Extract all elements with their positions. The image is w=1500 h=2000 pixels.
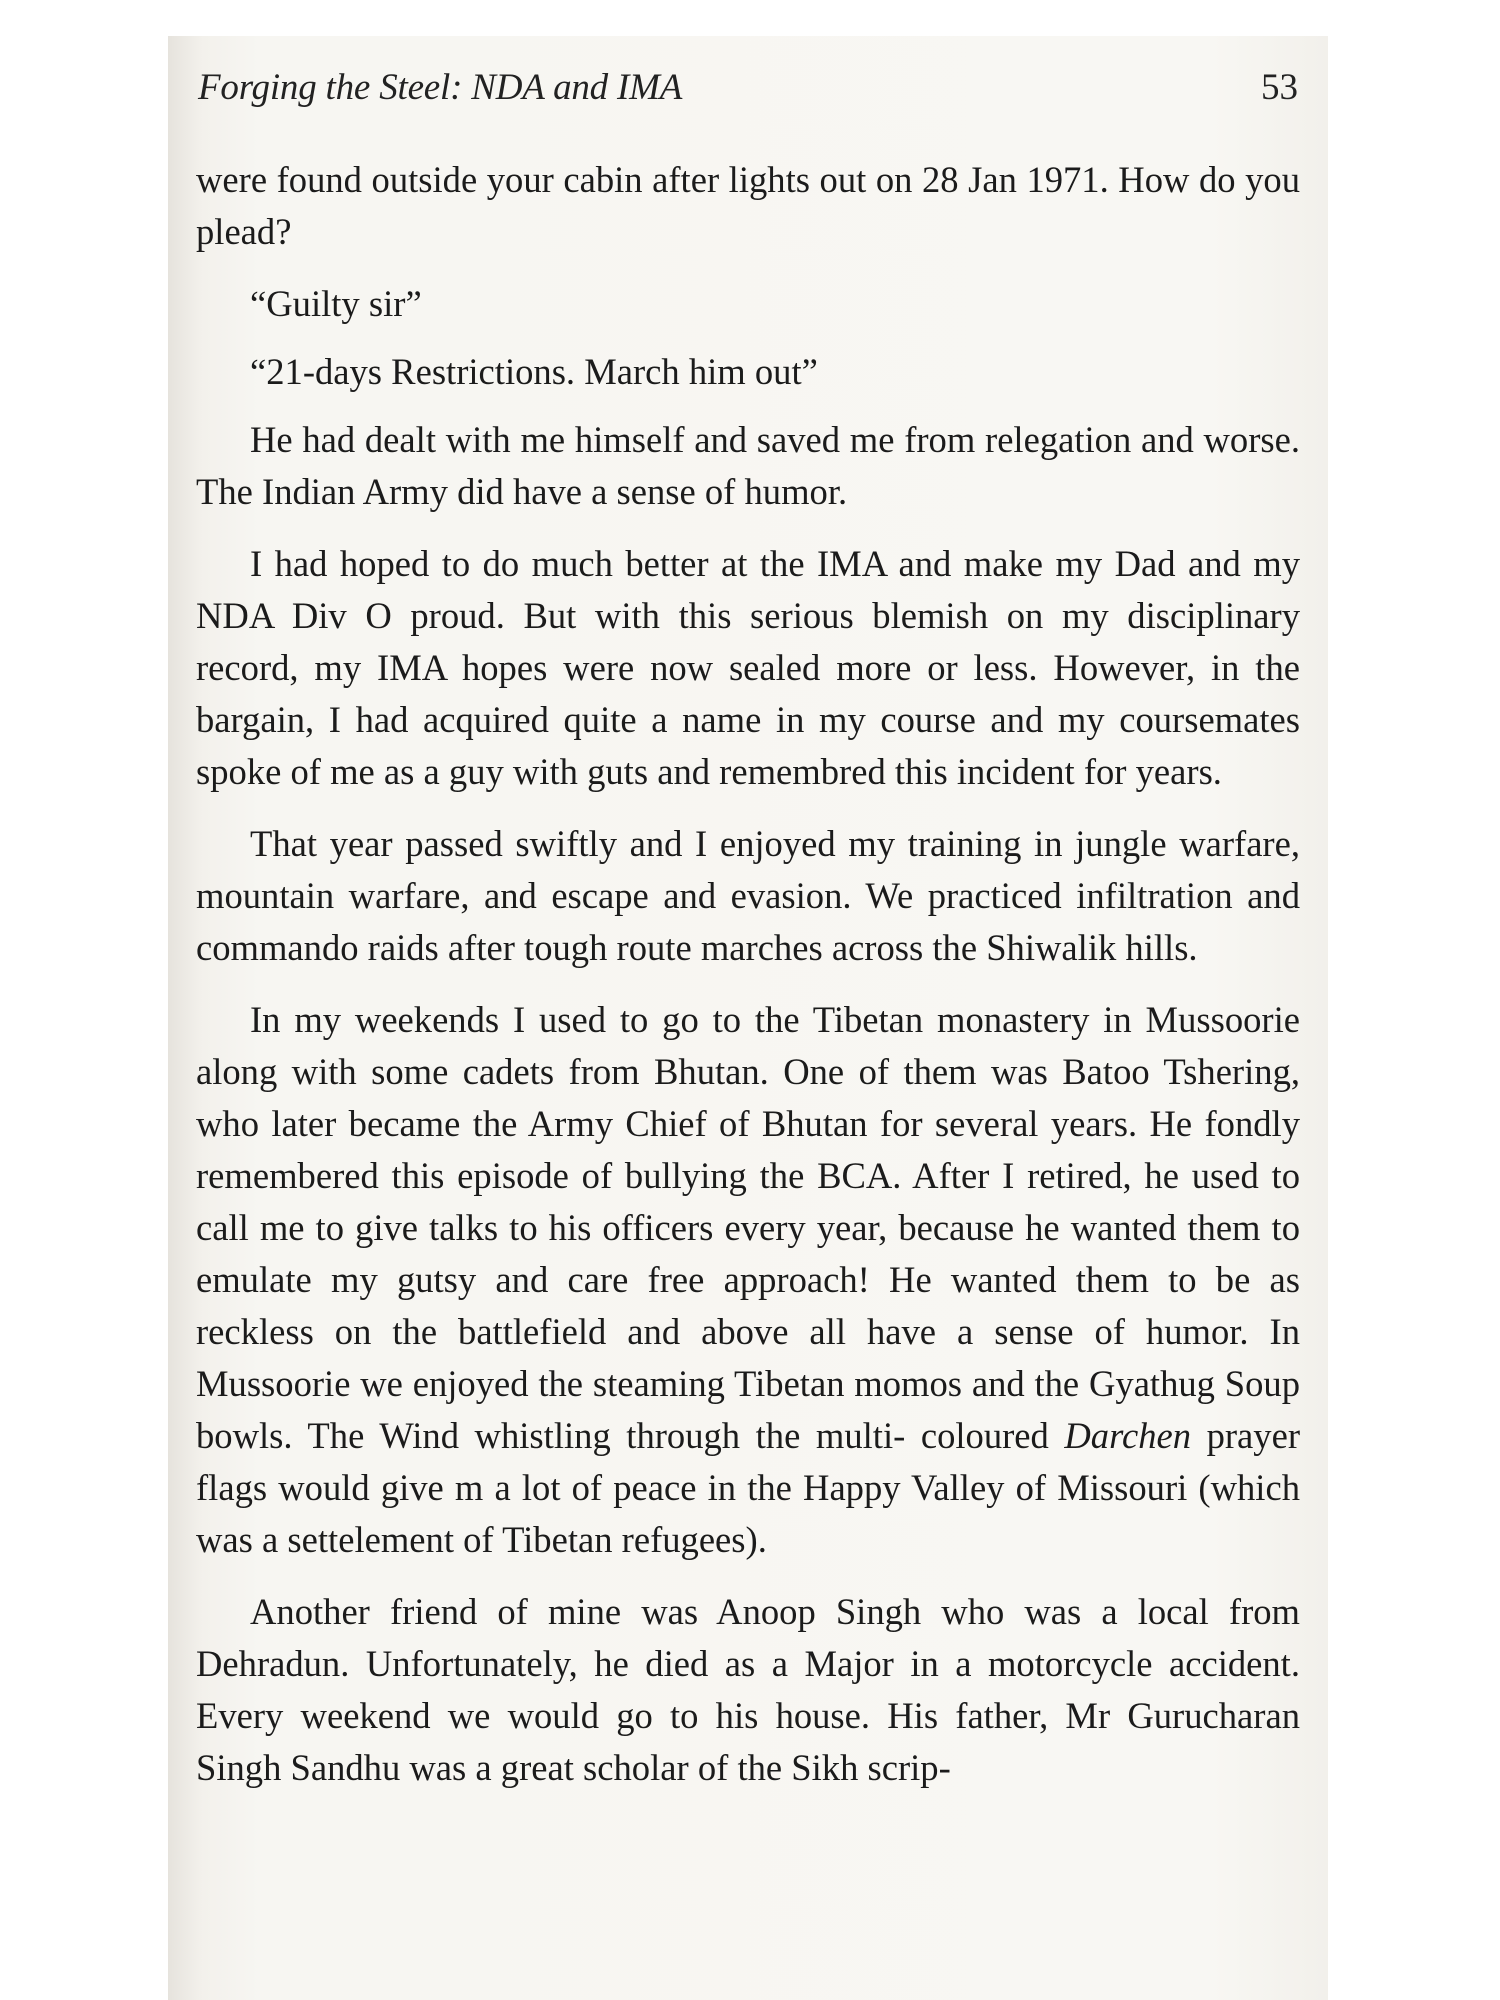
paragraph-mussoorie (196, 994, 1300, 1566)
page-number: 53 (1261, 67, 1298, 108)
body-text (196, 154, 1300, 1814)
book-page (168, 36, 1328, 2000)
paragraph-dialogue-restrictions: “21-days Restrictions. March him out” (250, 351, 818, 392)
paragraph-training: That year passed swiftly and I enjoyed my training in jungle warfare, mountain warfare, and escape and evasion. We practiced infiltration and commando raids after tough route marches across the Shiwalik hills. (196, 823, 1300, 968)
mussoorie-text-part-1: In my weekends I used to go to the Tibetan monastery in Mussoorie along with some cadets from Bhutan. One of them was Batoo Tshering, who later became the Army Chief of Bhutan for several years. He fondly remembered this episode of bullying the BCA. After I retired, he used to call me to give talks to his officers every year, because he wanted them to emulate my gutsy and care free approach! He wanted them to be as reckless on the battlefield and above all have a sense of humor. In Mussoorie we enjoyed the steaming Tibetan momos and the Gyathug Soup bowls. The Wind whistling through the multi- coloured (196, 999, 1300, 1456)
paragraph-sense-of-humor: He had dealt with me himself and saved me from relegation and worse. The Indian Army did have a sense of humor. (196, 419, 1300, 512)
mussoorie-text-part-2: prayer flags would give m a lot of peace in the Happy Valley of Missouri (which was a settelement of Tibetan refugees). (196, 1415, 1301, 1560)
darchen-italic: Darchen (1064, 1415, 1192, 1456)
running-title: Forging the Steel: NDA and IMA (198, 67, 683, 108)
paragraph-ima-hopes: I had hoped to do much better at the IMA and make my Dad and my NDA Div O proud. But with this serious blemish on my disciplinary record, my IMA hopes were now sealed more or less. However, in the bargain, I had acquired quite a name in my course and my coursemates spoke of me as a guy with guts and remembred this incident for years. (196, 543, 1300, 792)
paragraph-continuation: were found outside your cabin after lights out on 28 Jan 1971. How do you plead? (196, 159, 1300, 252)
paragraph-anoop-singh: Another friend of mine was Anoop Singh who was a local from Dehradun. Unfortunately, he died as a Major in a motorcycle accident. Every weekend we would go to his house. His father, Mr Gurucharan Singh Sandhu was a great scholar of the Sikh scrip- (196, 1591, 1300, 1788)
page-header (198, 66, 1298, 122)
paragraph-dialogue-guilty: “Guilty sir” (250, 283, 422, 324)
